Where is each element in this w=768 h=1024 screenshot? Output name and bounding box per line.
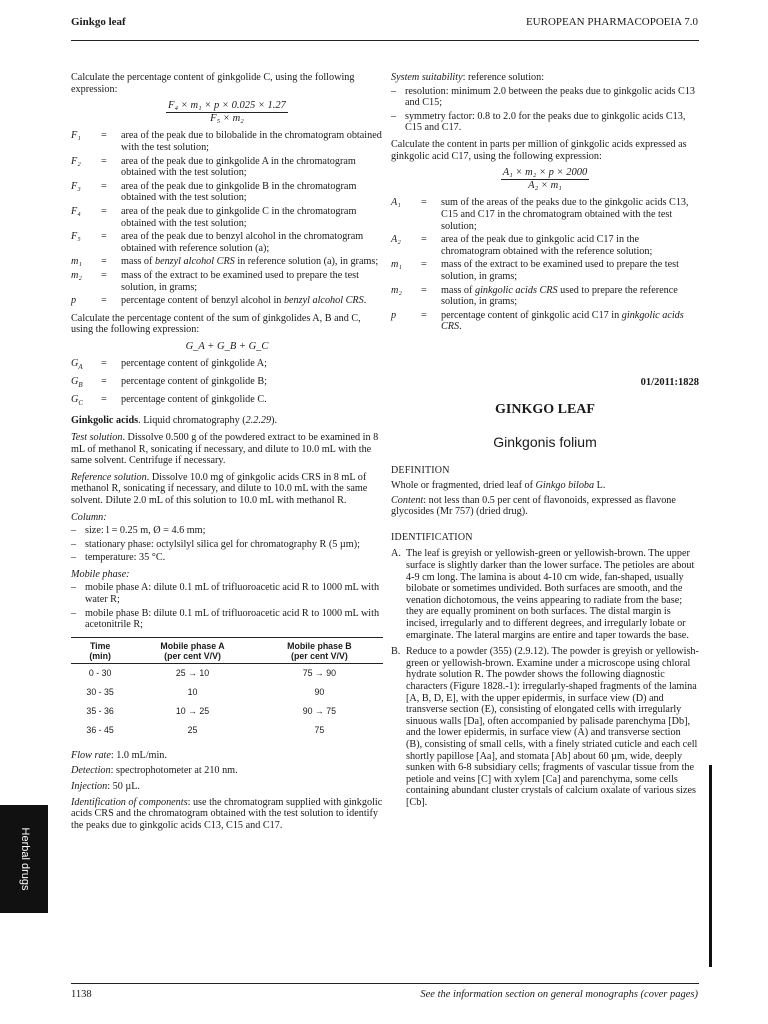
definition-equals: = — [421, 234, 427, 246]
system-suitability-list — [391, 86, 699, 134]
definition-symbol: $G_A$ — [71, 358, 83, 372]
definition-row — [71, 181, 383, 204]
table-header-cell: Time (min) — [71, 637, 129, 663]
definition-equals: = — [101, 256, 107, 268]
definition-text: area of the peak due to ginkgolide B in the chromatogram obtained with the test solution; — [121, 180, 357, 204]
definition-text: mass of the extract to be examined used to prepare the test solution, in grams; — [121, 269, 359, 293]
column-label: Column: — [71, 511, 107, 523]
definition-equals: = — [421, 309, 427, 321]
formula-sum: G_A + G_B + G_C — [185, 340, 269, 352]
table-header-cell: Mobile phase B (per cent V/V) — [256, 637, 383, 663]
reference-solution-label: Reference solution — [71, 471, 147, 483]
definitions-list-ppm — [391, 197, 699, 333]
identification-heading: IDENTIFICATION — [391, 531, 473, 543]
definition-symbol: p — [71, 295, 77, 307]
list-item-text: stationary phase: octylsilyl silica gel for chromatography R (5 µm); — [85, 538, 360, 550]
definition-text: percentage content of ginkgolic acid C17 in ginkgolic acids CRS. — [441, 309, 684, 333]
table-row — [71, 702, 383, 721]
formula-denominator: A₂ × m₁ — [528, 179, 562, 191]
monograph-number: 01/2011:1828 — [640, 376, 699, 388]
paragraph-definition: Whole or fragmented, dried leaf of Ginkgo biloba L. — [391, 480, 606, 492]
paragraph-reference-solution: Reference solution. Dissolve 10.0 mg of ginkgolic acids CRS in 8 mL of methanol R, sonicating if necessary, and dilute to 10.0 mL with the same solvent. Dilute 2.0 mL of this solution to 10.0 mL with methanol R. — [71, 471, 368, 506]
list-item-text: temperature: 35 °C. — [85, 552, 166, 564]
paragraph-calc-ppm: Calculate the content in parts per million of ginkgolic acids expressed as ginkgolic acid C17, using the following expression: — [391, 138, 687, 162]
paragraph-intro-sum: Calculate the percentage content of the sum of ginkgolides A, B and C, using the following expression: — [71, 312, 361, 336]
definition-text: percentage content of ginkgolide A; — [121, 358, 267, 370]
definition-row — [71, 394, 383, 410]
table-cell: 36 - 45 — [86, 724, 114, 735]
mobile-phase-label: Mobile phase: — [71, 568, 130, 580]
definition-text: percentage content of ginkgolide B; — [121, 376, 267, 388]
table-cell: 25 → 10 — [175, 667, 210, 678]
paragraph-detection: Detection: spectrophotometer at 210 nm. — [71, 765, 238, 777]
paragraph-intro-ginkgolide-c: Calculate the percentage content of ginkgolide C, using the following expression: — [71, 72, 355, 95]
definition-text: area of the peak due to benzyl alcohol in the chromatogram obtained with reference solution (a); — [121, 231, 364, 254]
definition-row — [71, 206, 383, 229]
column-list — [71, 525, 383, 564]
definition-text: percentage content of benzyl alcohol in benzyl alcohol CRS. — [121, 295, 367, 307]
list-item — [71, 582, 383, 605]
definition-row — [391, 285, 699, 308]
definition-row — [391, 259, 699, 282]
table-cell: 0 - 30 — [88, 667, 112, 678]
list-dash: – — [391, 85, 397, 97]
definition-text: sum of the areas of the peaks due to the ginkgolic acids C13, C15 and C17 in the chromatogram obtained with the test solution; — [441, 197, 689, 232]
list-item-text: size: l = 0.25 m, Ø = 4.6 mm; — [85, 525, 206, 537]
definition-symbol: A₂ — [391, 234, 401, 246]
definition-equals: = — [101, 295, 107, 307]
paragraph-content: Content: not less than 0.5 per cent of flavonoids, expressed as flavone glycosides (Mr 757) (dried drug). — [391, 494, 676, 518]
list-item-text: symmetry factor: 0.8 to 2.0 for the peaks due to ginkgolic acids C13, C15 and C17. — [405, 110, 686, 134]
header-rule — [71, 40, 699, 41]
list-item-text: mobile phase A: dilute 0.1 mL of trifluoroacetic acid R to 1000 mL with water R; — [85, 582, 380, 606]
table-cell: 10 — [187, 686, 198, 697]
running-header-publication: EUROPEAN PHARMACOPOEIA 7.0 — [525, 16, 698, 28]
list-dash: – — [71, 607, 77, 619]
definition-row — [71, 130, 383, 153]
list-item — [391, 86, 699, 109]
definition-symbol: A₁ — [391, 197, 401, 209]
definition-symbol: F₁ — [71, 130, 81, 142]
table-row — [71, 721, 383, 740]
definition-row — [71, 270, 383, 293]
identification-item-b: B. Reduce to a powder (355) (2.9.12). The powder is greyish or yellowish-green or yellowish-brown. Examine under a microscope using chloral hydrate solution R. The powder shows the following diagnostic characters (Figure 1828.-1): irregularly-shaped fragments of the lamina [A, B, D, E], with the upper epidermis, in surface view (D) and transverse section (E), consisting of elongated cells with irregularly sinuous walls [Da], often accompanied by palisade parenchyma [Db], and the lower epidermis, in surface view (A) and transverse section (B), consisting of small cells, with a finely striated cuticle and each cell shortly papillose [Aa], and stomata [Ab] about 60 µm, wide, deeply sunken with 6-8 subsidiary cells; fragments of vascular tissue from the petiole and veins [C] with xylem [Ca] and parenchyma, some cells containing abundant cluster crystals of calcium oxalate of various sizes [Cb]. — [391, 646, 699, 808]
list-item — [71, 552, 383, 564]
formula-numerator: F₄ × m₁ × p × 0.025 × 1.27 — [168, 100, 286, 112]
definition-heading: DEFINITION — [391, 465, 450, 477]
definition-equals: = — [101, 205, 107, 217]
definition-equals: = — [101, 180, 107, 192]
ginkgolic-acids-heading: Ginkgolic acids — [71, 415, 139, 427]
definition-text: mass of ginkgolic acids CRS used to prepare the reference solution, in grams; — [441, 284, 678, 308]
paragraph-flow-rate: Flow rate: 1.0 mL/min. — [71, 749, 167, 761]
definitions-list-sum — [71, 358, 383, 409]
definition-row — [71, 256, 383, 268]
monograph-latin-title: Ginkgonis folium — [493, 434, 597, 451]
identification-item-a: A. The leaf is greyish or yellowish-green or yellowish-brown. The upper surface is slightly darker than the lower surface. The petioles are about 4-9 cm long. The lamina is about 4-10 cm wide, fan-shaped, usually bilobate or sometimes undivided. Both surfaces are smooth, and the venation dichotomous, the veins appearing to radiate from the base; they are equally prominent on both surfaces. The distal margin is incised, irregularly and to different degrees, and irregularly lobate or emarginate. The lateral margins are entire and taper towards the base. — [391, 548, 695, 641]
table-row — [71, 683, 383, 702]
definition-row — [71, 358, 383, 374]
list-dash: – — [71, 538, 77, 550]
list-dash: – — [71, 552, 77, 564]
gradient-table — [71, 637, 383, 740]
formula-ginkgolic-acid — [391, 167, 699, 191]
definition-symbol: F₂ — [71, 155, 81, 167]
footer-note: See the information section on general monographs (cover pages) — [420, 989, 698, 1000]
footer-rule — [71, 983, 699, 984]
definition-row — [71, 156, 383, 179]
formula-denominator: F₅ × m₂ — [210, 112, 244, 124]
list-dash: – — [71, 525, 77, 537]
list-dash: – — [391, 110, 397, 122]
page-number: 1138 — [71, 989, 92, 1000]
formula-numerator: A₁ × m₂ × p × 2000 — [502, 167, 588, 179]
definition-equals: = — [101, 231, 107, 243]
definition-equals: = — [421, 284, 427, 296]
list-item-text: mobile phase B: dilute 0.1 mL of trifluoroacetic acid R to 1000 mL with acetonitrile R; — [85, 607, 380, 631]
definition-text: area of the peak due to ginkgolide C in the chromatogram obtained with the test solution; — [121, 205, 357, 229]
definition-text: mass of the extract to be examined used to prepare the test solution, in grams; — [441, 259, 679, 282]
paragraph-ginkgolic-acids: Ginkgolic acids. Liquid chromatography (2.2.29). — [71, 415, 278, 427]
definition-row — [391, 197, 699, 232]
paragraph-test-solution: Test solution. Dissolve 0.500 g of the powdered extract to be examined in 8 mL of methanol R, sonicating if necessary, and dilute to 10.0 mL with the same solvent. Centrifuge if necessary. — [71, 431, 379, 467]
list-item — [71, 525, 383, 537]
paragraph-injection: Injection: 50 µL. — [71, 781, 140, 793]
formula-ginkgolide-c — [71, 100, 383, 124]
definition-row — [391, 234, 699, 257]
table-cell: 90 — [314, 686, 325, 697]
definition-text: area of the peak due to ginkgolide A in the chromatogram obtained with the test solution; — [121, 155, 356, 179]
definition-symbol: F₃ — [71, 180, 81, 192]
table-header-cell: Mobile phase A (per cent V/V) — [129, 637, 256, 663]
monograph-title: GINKGO LEAF — [495, 402, 595, 418]
list-dash: – — [71, 582, 77, 594]
definition-symbol: F₅ — [71, 231, 81, 243]
definition-equals: = — [101, 376, 107, 388]
definition-equals: = — [101, 269, 107, 281]
definition-text: percentage content of ginkgolide C. — [121, 393, 267, 405]
definition-text: area of the peak due to bilobalide in the chromatogram obtained with the test solution; — [121, 130, 382, 153]
section-side-tab — [0, 805, 48, 913]
definition-text: area of the peak due to ginkgolic acid C17 in the chromatogram obtained with the reference solution; — [441, 234, 653, 257]
list-item — [71, 539, 383, 551]
definition-row — [391, 310, 699, 333]
definition-equals: = — [421, 197, 427, 209]
table-cell: 35 - 36 — [86, 705, 114, 716]
list-item — [391, 111, 699, 134]
table-cell: 75 → 90 — [302, 667, 337, 678]
definition-equals: = — [101, 393, 107, 405]
mobile-phase-list — [71, 582, 383, 630]
definition-symbol: m₁ — [391, 259, 402, 271]
definition-text: mass of benzyl alcohol CRS in reference solution (a), in grams; — [121, 256, 379, 268]
running-header-title: Ginkgo leaf — [71, 16, 126, 28]
table-cell: 25 — [187, 724, 198, 735]
table-cell: 10 → 25 — [175, 705, 210, 716]
definition-symbol: $G_B$ — [71, 376, 83, 390]
right-column — [391, 72, 699, 814]
definition-symbol: F₄ — [71, 205, 81, 217]
definitions-list — [71, 130, 383, 306]
paragraph-system-suitability: System suitability: reference solution: — [391, 72, 545, 83]
table-cell: 90 → 75 — [302, 705, 337, 716]
table-row — [71, 663, 383, 683]
definition-symbol: m₁ — [71, 256, 82, 268]
list-item-text: resolution: minimum 2.0 between the peaks due to ginkgolic acids C13 and C15; — [405, 85, 696, 109]
definition-equals: = — [421, 259, 427, 271]
left-column — [71, 72, 383, 836]
definition-row — [71, 231, 383, 254]
table-header-row — [71, 637, 383, 663]
table-cell: 75 — [314, 724, 325, 735]
method-reference: 2.2.29 — [245, 415, 272, 427]
definition-equals: = — [101, 358, 107, 370]
definition-row — [71, 295, 383, 307]
definition-symbol: m₂ — [71, 269, 82, 281]
paragraph-identification-of-components: Identification of components: use the chromatogram supplied with ginkgolic acids CRS and the chromatogram obtained with the test solution to identify the peaks due to ginkgolic acids C13, C15 and C17. — [71, 796, 383, 831]
definition-symbol: $G_C$ — [71, 393, 84, 407]
change-bar — [709, 765, 712, 967]
test-solution-label: Test solution — [71, 431, 123, 443]
definition-row — [71, 376, 383, 392]
definition-symbol: p — [391, 309, 397, 321]
side-tab-label: Herbal drugs — [18, 827, 31, 891]
table-cell: 30 - 35 — [86, 686, 114, 697]
definition-equals: = — [101, 130, 107, 142]
definition-equals: = — [101, 155, 107, 167]
list-item — [71, 608, 383, 631]
definition-symbol: m₂ — [391, 284, 402, 296]
